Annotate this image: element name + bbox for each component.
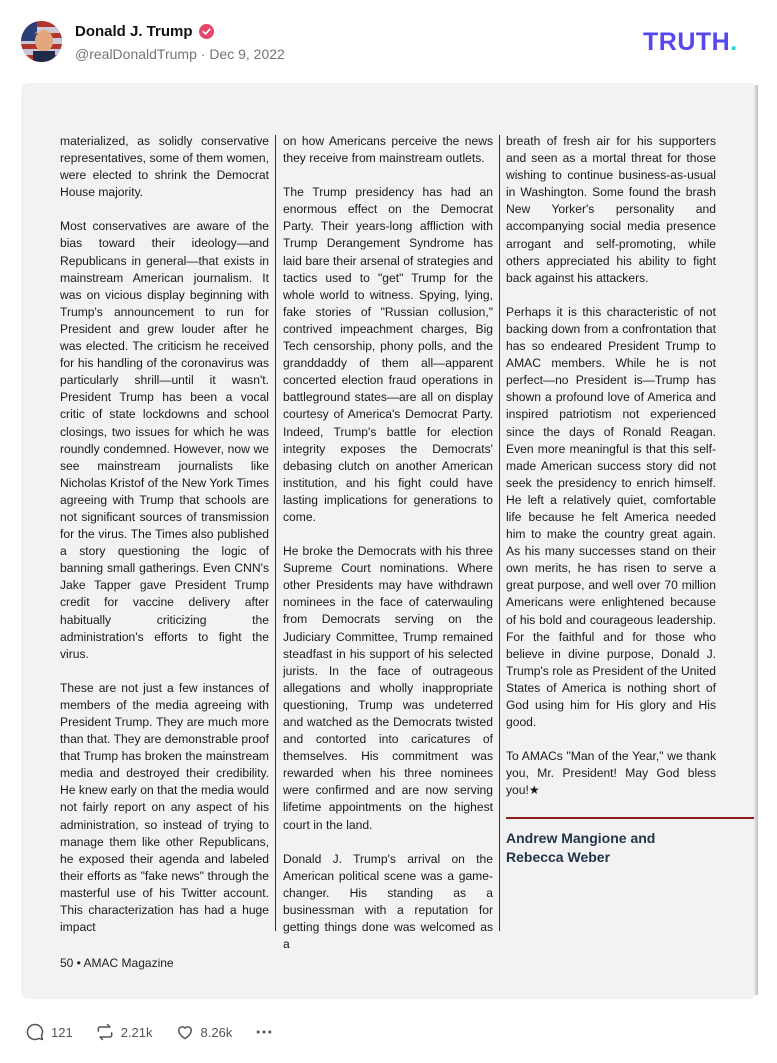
reply-count: 121: [51, 1024, 73, 1040]
paragraph: Most conservatives are aware of the bias toward their ideology—and Republicans in general—that exists in mainstream American journalism. It was on vicious display beginning with Trump's announcement to run for President and grew louder after he was elected. The criticism he received for his handling of the coronavirus was particularly shrill—until it wasn't. President Trump has been a vocal critic of state lockdowns and school closings, two issues for which he was roundly condemned. However, now we see mainstream journalists like Nicholas Kristof of the New York Times agreeing with Trump that schools are not significant sources of transmission for the virus. The Times also published a story questioning the logic of banning small gatherings. Even CNN's Jake Tapper gave President Trump credit for vaccine delivery after habitually criticizing the administration's efforts to fight the virus.: [60, 219, 269, 661]
paragraph: The Trump presidency has had an enormous effect on the Democrat Party. Their years-long affliction with Trump Derangement Syndrome has laid bare their arsenal of strategies and tactics used to "get" Trump for the whole world to witness. Spying, lying, fake stories of "Russian collusion," contrived impeachment charges, Big Tech censorship, phony polls, and the granddaddy of them all—apparent concerted election fraud operations in battleground states—are all on display courtesy of America's Democrat Party. Indeed, Trump's battle for election integrity exposes the Democrats' debasing clutch on another American institution, and his fight could have lasting implications for generations to come.: [283, 185, 493, 524]
article-column-3: [506, 133, 716, 816]
paragraph: These are not just a few instances of members of the media agreeing with President Trump. They are much more than that. They are demonstrable proof that Trump has broken the mainstream media and destroyed their credibility. He knew early on that the media would not fairly report on any aspect of his administration, so instead of trying to manage them like other Republicans, he exposed their agenda and labeled their efforts as "fake news" through the masterful use of his Twitter account. This characterization has had a huge impact: [60, 680, 269, 935]
reply-icon: [25, 1022, 45, 1042]
meta-separator: ·: [200, 46, 206, 62]
heart-icon: [175, 1022, 195, 1042]
post-header: [0, 0, 777, 90]
magazine-page: [21, 83, 757, 999]
brand-text: TRUTH: [643, 28, 731, 56]
retruth-icon: [95, 1022, 115, 1042]
paragraph: Donald J. Trump's arrival on the American political scene was a game-changer. His standing as a businessman with a reputation for getting things done was welcomed as a: [283, 851, 493, 952]
like-count: 8.26k: [200, 1024, 233, 1040]
author-line-1: Andrew Mangione and: [506, 830, 656, 846]
article-column-1: [60, 133, 269, 953]
truth-logo[interactable]: [643, 28, 738, 57]
author-handle[interactable]: @realDonaldTrump: [75, 46, 197, 62]
paragraph: He broke the Democrats with his three Supreme Court nominations. Where other Presidents may have withdrawn nominees in the face of caterwauling from Democrats serving on the Judiciary Committee, Trump remained steadfast in his support of his selected jurists. In the face of outrageous allegations and wholly inappropriate questioning, Trump was undeterred and watched as the Democrats twisted and contorted into caricatures of themselves. His commitment was rewarded when his three nominees were confirmed and are now serving lifetime appointments on the highest court in the land.: [283, 544, 493, 832]
reply-button[interactable]: [25, 1022, 73, 1042]
retruth-button[interactable]: [95, 1022, 153, 1042]
post-date[interactable]: Dec 9, 2022: [209, 46, 285, 62]
author-divider: [506, 817, 754, 819]
paragraph: To AMACs "Man of the Year," we thank you, Mr. President! May God bless you!★: [506, 749, 716, 798]
verified-badge-icon: [199, 24, 214, 39]
brand-dot: .: [730, 28, 738, 56]
paragraph: materialized, as solidly conservative representatives, some of them women, were elected to shrink the Democrat House majority.: [60, 134, 269, 200]
page-edge: [754, 85, 758, 995]
more-icon: [254, 1022, 274, 1042]
paragraph: breath of fresh air for his supporters and seen as a mortal threat for those wishing to continue business-as-usual in Washington. Some found the brash New Yorker's personality and accompanying social media presence arrogant and self-promoting, while others appreciated his ability to fight back against his attackers.: [506, 134, 716, 285]
retruth-count: 2.21k: [120, 1024, 153, 1040]
post-meta: [75, 46, 285, 62]
author-line-2: Rebecca Weber: [506, 849, 611, 865]
more-options-button[interactable]: [254, 1022, 274, 1042]
avatar[interactable]: [21, 21, 62, 62]
post-actions: [25, 1018, 296, 1046]
avatar-image: [21, 21, 62, 62]
article-authors: [506, 829, 726, 867]
column-divider: [499, 135, 500, 931]
paragraph: on how Americans perceive the news they receive from mainstream outlets.: [283, 134, 493, 166]
author-name-row: [75, 23, 214, 40]
page-footer: 50 • AMAC Magazine: [60, 956, 174, 970]
like-button[interactable]: [175, 1022, 233, 1042]
column-divider: [275, 135, 276, 931]
paragraph: Perhaps it is this characteristic of not backing down from a confrontation that has so endeared President Trump to AMAC members. While he is not perfect—no President is—Trump has shown a profound love of America and inspired patriotism not experienced since the days of Ronald Reagan. Even more meaningful is that this self-made American success story did not seek the presidency to enrich himself. He left a relatively quiet, comfortable life because he felt America needed him to make the country great again. As his many successes stand on their own merits, he has risen to serve a great purpose, and well over 70 million Americans were enlightened because of his bold and courageous leadership. For the faithful and for those who believe in divine purpose, Donald J. Trump's role as President of the United States of America is nothing short of God using him for His glory and His good.: [506, 304, 716, 730]
article-column-2: [283, 133, 493, 970]
author-name[interactable]: Donald J. Trump: [75, 23, 193, 40]
